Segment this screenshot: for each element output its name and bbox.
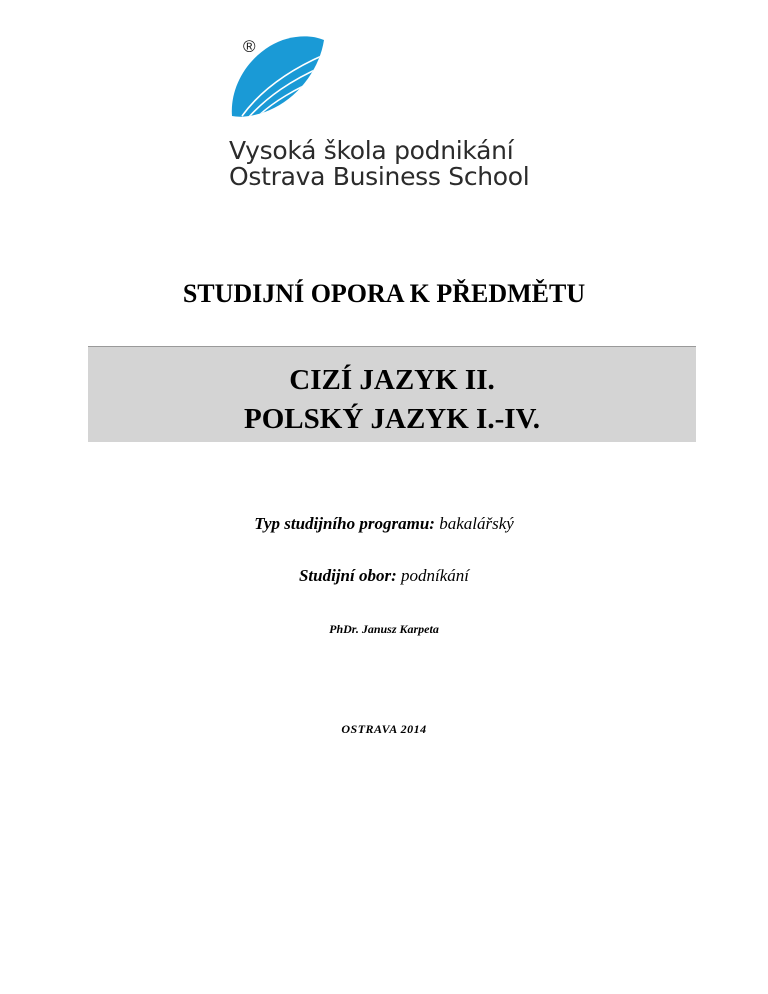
- author-name: PhDr. Janusz Karpeta: [329, 622, 439, 636]
- school-logo: [0, 0, 768, 200]
- document-title: STUDIJNÍ OPORA K PŘEDMĚTU: [182, 279, 586, 308]
- school-name-en: Ostrava Business School: [229, 162, 530, 191]
- course-line-1: CIZÍ JAZYK II.: [289, 364, 495, 396]
- school-name-cz: Vysoká škola podnikání: [229, 136, 514, 165]
- course-line-2: POLSKÝ JAZYK I.-IV.: [244, 403, 540, 435]
- study-field-label: Studijní obor:: [298, 566, 397, 585]
- study-field: [0, 566, 768, 586]
- program-type-value: bakalářský: [439, 514, 514, 533]
- program-type-label: Typ studijního programu:: [254, 514, 435, 533]
- place-year: OSTRAVA 2014: [341, 722, 427, 736]
- study-field-value: podníkání: [401, 566, 470, 585]
- program-type: [0, 514, 768, 534]
- registered-mark: ®: [243, 37, 256, 56]
- course-title-box: [88, 346, 696, 442]
